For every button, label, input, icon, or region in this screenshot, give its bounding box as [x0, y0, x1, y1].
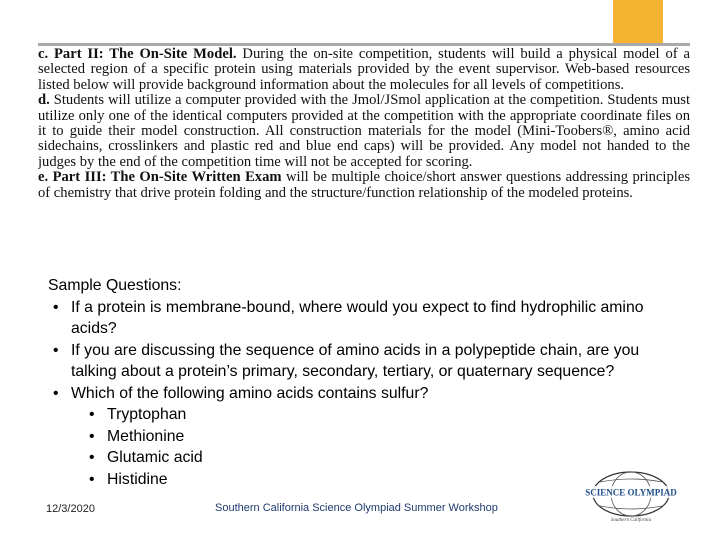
rule-d-label: d. — [38, 92, 50, 109]
rule-c-label: c. — [38, 47, 49, 62]
footer-workshop: Southern California Science Olympiad Summer Workshop — [215, 502, 498, 514]
scan-crop-edge — [38, 231, 690, 237]
question-list — [48, 297, 688, 491]
answer-option: • Glutamic acid — [71, 447, 688, 469]
sample-questions — [48, 275, 688, 490]
rule-c-text: During the on-site competition, students will build a physical model of a selected region of a specific protein using materials provided by the event supervisor. Web-based resources listed below will provide background information about the molecules for all levels of competitions. — [38, 47, 690, 93]
rule-e-label: e. — [38, 169, 49, 186]
accent-bar — [613, 0, 663, 46]
rule-c — [38, 47, 690, 93]
answer-option: • Methionine — [71, 426, 688, 448]
rule-e-text: will be multiple choice/short answer questions addressing principles of chemistry that drive protein folding and the structure/function relationship of the modeled proteins. — [38, 169, 690, 201]
answer-option: • Histidine — [71, 469, 688, 491]
answer-option: • Tryptophan — [71, 404, 688, 426]
footer-date: 12/3/2020 — [46, 503, 95, 515]
rule-c-title: Part II: The On-Site Model. — [54, 47, 237, 62]
rule-d — [38, 93, 690, 170]
rule-d-text: Students will utilize a computer provided with the Jmol/JSmol application at the competition. Students must utilize only one of the identical computers provided at the competition with the appropriate coordinate files on it to guide their model construction. All construction materials for the model (Mini-Toobers®, amino acid sidechains, crosslinkers and plastic red and blue end caps) will be provided. Any model not handed to the judges by the end of the competition time will not be accepted for scoring. — [38, 92, 690, 170]
question-item: • If a protein is membrane-bound, where would you expect to find hydrophilic amino acids? — [48, 297, 688, 340]
rules-excerpt-image — [38, 47, 690, 237]
question-text: Which of the following amino acids contains sulfur? — [71, 384, 429, 402]
rule-e — [38, 170, 690, 201]
top-divider — [38, 43, 690, 46]
questions-heading: Sample Questions: — [48, 277, 182, 294]
science-olympiad-logo — [578, 468, 684, 524]
logo-text: SCIENCE OLYMPIAD — [585, 487, 677, 498]
question-item: • If you are discussing the sequence of amino acids in a polypeptide chain, are you talking about a protein’s primary, secondary, tertiary, or quaternary sequence? — [48, 340, 688, 383]
logo-tagline: Southern California — [610, 518, 652, 523]
rule-e-title: Part III: The On-Site Written Exam — [52, 169, 282, 186]
